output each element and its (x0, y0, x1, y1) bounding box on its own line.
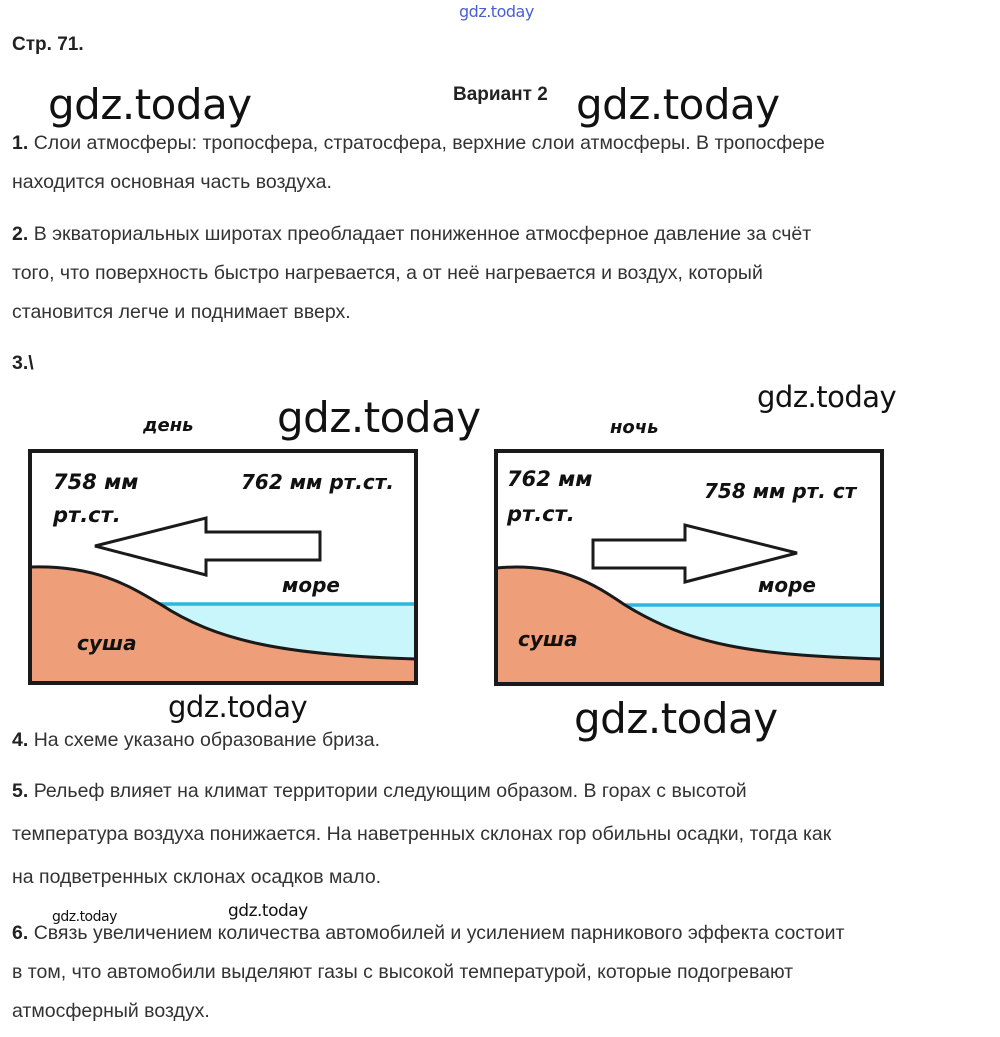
watermark: gdz.today (168, 690, 308, 724)
answer-number: 6. (12, 922, 29, 944)
day-left-pressure-value: 758 мм (53, 470, 139, 494)
answer-text-line: того, что поверхность быстро нагревается, а от неё нагревается и воздух, который (12, 262, 763, 284)
watermark: gdz.today (48, 80, 252, 129)
day-right-pressure: 762 мм рт.ст. (241, 470, 394, 494)
answer-text-line: на подветренных склонах осадков мало. (12, 866, 382, 888)
answer-text-line: На схеме указано образование бриза. (33, 729, 381, 751)
answer-text-line: температура воздуха понижается. На наветренных склонах гор обильны осадки, тогда как (12, 823, 832, 845)
answer-5 (12, 770, 831, 899)
watermark: gdz.today (574, 694, 778, 743)
night-left-pressure-value: 762 мм (507, 467, 593, 491)
day-left-pressure-unit: рт.ст. (53, 503, 121, 527)
variant-heading: Вариант 2 (453, 84, 548, 105)
answer-text-line: становится легче и поднимает вверх. (12, 301, 351, 323)
answer-number: 3.\ (12, 352, 34, 374)
answer-number: 5. (12, 780, 29, 802)
watermark: gdz.today (228, 901, 308, 921)
answer-number: 2. (12, 223, 29, 245)
watermark: gdz.today (52, 909, 117, 925)
watermark: gdz.today (576, 80, 780, 129)
night-diagram (496, 451, 882, 684)
answer-number: 4. (12, 729, 29, 751)
answer-text-line: Связь увеличением количества автомобилей и усилением парникового эффекта состоит (33, 922, 845, 944)
night-left-pressure-unit: рт.ст. (507, 502, 575, 526)
night-right-pressure: 758 мм рт. ст (704, 479, 857, 503)
answer-4 (12, 721, 380, 760)
page-reference: Стр. 71. (12, 34, 84, 55)
night-sea-label: море (758, 573, 816, 597)
day-sea-label: море (282, 573, 340, 597)
answer-number: 1. (12, 132, 29, 154)
answer-text-line: в том, что автомобили выделяют газы с высокой температурой, которые подогревают (12, 961, 794, 983)
day-land-label: суша (77, 631, 137, 655)
answer-text-line: находится основная часть воздуха. (12, 171, 332, 193)
answer-6 (12, 914, 844, 1031)
answer-text-line: Рельеф влияет на климат территории следующим образом. В горах с высотой (33, 780, 747, 802)
night-land-label: суша (518, 627, 578, 651)
watermark: gdz.today (277, 393, 481, 442)
answer-text-line: атмосферный воздух. (12, 1000, 210, 1022)
answer-text-line: Слои атмосферы: тропосфера, стратосфера, верхние слои атмосферы. В тропосфере (33, 132, 825, 154)
answer-text-line: В экваториальных широтах преобладает пониженное атмосферное давление за счёт (33, 223, 812, 245)
day-diagram (30, 451, 416, 683)
day-caption: день (143, 415, 194, 436)
night-caption: ночь (610, 417, 659, 438)
watermark: gdz.today (459, 2, 534, 21)
watermark: gdz.today (757, 380, 897, 414)
